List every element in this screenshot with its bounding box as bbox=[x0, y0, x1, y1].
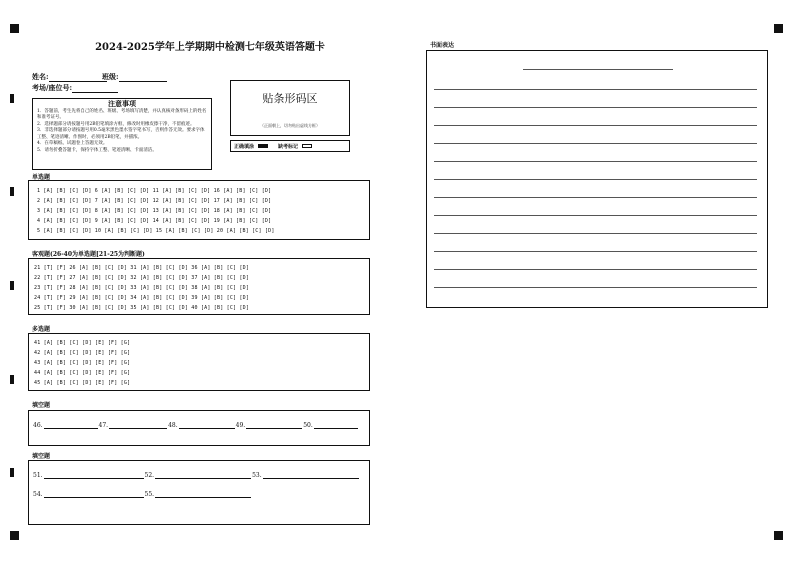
blank-number: 54. bbox=[33, 491, 43, 498]
blank-number: 50. bbox=[303, 422, 313, 429]
corner-mark-tl bbox=[10, 24, 19, 33]
notice-box bbox=[32, 98, 212, 170]
writing-line[interactable] bbox=[434, 251, 757, 252]
blank-number: 46. bbox=[33, 422, 43, 429]
writing-line[interactable] bbox=[434, 125, 757, 126]
filled-box-icon bbox=[258, 144, 268, 148]
answer-row[interactable]: 44 [A] [B] [C] [D] [E] [F] [G] bbox=[34, 370, 131, 376]
seat-field[interactable] bbox=[32, 83, 118, 93]
absent-mark-checkbox[interactable] bbox=[302, 144, 312, 148]
writing-line[interactable] bbox=[434, 143, 757, 144]
fill-sample bbox=[230, 140, 350, 152]
corner-mark-br bbox=[774, 531, 783, 540]
writing-box[interactable] bbox=[426, 50, 768, 308]
section5-label: 填空题 bbox=[32, 453, 51, 460]
name-field[interactable] bbox=[32, 72, 107, 82]
side-mark bbox=[10, 281, 14, 290]
page-title: 2024-2025学年上学期期中检测七年级英语答题卡 bbox=[95, 42, 325, 53]
correct-fill-label: 正确填涂 bbox=[234, 143, 255, 150]
blank-number: 48. bbox=[168, 422, 178, 429]
section1-label: 单选题 bbox=[32, 174, 51, 181]
answer-row[interactable]: 2 [A] [B] [C] [D] 7 [A] [B] [C] [D] 12 [A] [B] [C] [D] 17 [A] [B] [C] [D] bbox=[37, 198, 272, 204]
answer-row[interactable]: 4 [A] [B] [C] [D] 9 [A] [B] [C] [D] 14 [A] [B] [C] [D] 19 [A] [B] [C] [D] bbox=[37, 218, 272, 224]
blank-number: 49. bbox=[235, 422, 246, 429]
section2-box bbox=[28, 258, 370, 315]
corner-mark-bl bbox=[10, 531, 19, 540]
section5-box bbox=[28, 460, 370, 525]
barcode-hint: （正面朝上，切勿贴出虚线方框） bbox=[260, 123, 320, 128]
answer-row[interactable]: 22 [T] [F] 27 [A] [B] [C] [D] 32 [A] [B] [C] [D] 37 [A] [B] [C] [D] bbox=[34, 275, 250, 281]
blank-input[interactable] bbox=[44, 472, 144, 479]
class-field[interactable] bbox=[102, 72, 167, 82]
blank-input[interactable] bbox=[44, 491, 144, 498]
notice-item: 4．在草稿纸、试题卷上答题无效。 bbox=[37, 141, 108, 146]
answer-row[interactable]: 25 [T] [F] 30 [A] [B] [C] [D] 35 [A] [B] [C] [D] 40 [A] [B] [C] [D] bbox=[34, 305, 250, 311]
writing-line[interactable] bbox=[434, 89, 757, 90]
blank-input[interactable] bbox=[179, 422, 235, 429]
side-mark bbox=[10, 94, 14, 103]
blank-number: 51. bbox=[33, 472, 43, 479]
section1-box bbox=[28, 180, 370, 240]
blank-input[interactable] bbox=[314, 422, 358, 429]
answer-row[interactable]: 45 [A] [B] [C] [D] [E] [F] [G] bbox=[34, 380, 131, 386]
section4-label: 填空题 bbox=[32, 402, 51, 409]
answer-row[interactable]: 41 [A] [B] [C] [D] [E] [F] [G] bbox=[34, 340, 131, 346]
blank-input[interactable] bbox=[44, 422, 98, 429]
answer-row[interactable]: 24 [T] [F] 29 [A] [B] [C] [D] 34 [A] [B] [C] [D] 39 [A] [B] [C] [D] bbox=[34, 295, 250, 301]
notice-item: 1．答题前，考生先将自己的姓名、班级、考场填写清楚，并认真核对条形码上的姓名和准考证号。 bbox=[37, 108, 207, 120]
writing-line[interactable] bbox=[434, 287, 757, 288]
section3-box bbox=[28, 333, 370, 391]
notice-item: 5．请勿折叠答题卡，保持字体工整、笔迹清晰、卡面清洁。 bbox=[37, 147, 157, 153]
side-mark bbox=[10, 468, 14, 477]
writing-label: 书面表达 bbox=[430, 42, 455, 49]
section2-label: 客观题(26-40为单选题[21-25为判断题) bbox=[32, 251, 145, 258]
answer-row[interactable]: 1 [A] [B] [C] [D] 6 [A] [B] [C] [D] 11 [A] [B] [C] [D] 16 [A] [B] [C] [D] bbox=[37, 188, 272, 194]
writing-line[interactable] bbox=[434, 233, 757, 234]
blank-input[interactable] bbox=[155, 491, 251, 498]
writing-line[interactable] bbox=[434, 215, 757, 216]
barcode-title: 贴条形码区 bbox=[262, 92, 318, 105]
notice-item: 2．选择题部分请按题号用2B铅笔填涂方框，修改时用橡皮擦干净，不留痕迹。 bbox=[37, 121, 195, 127]
answer-row[interactable]: 5 [A] [B] [C] [D] 10 [A] [B] [C] [D] 15 [A] [B] [C] [D] 20 [A] [B] [C] [D] bbox=[37, 228, 275, 234]
answer-row[interactable]: 3 [A] [B] [C] [D] 8 [A] [B] [C] [D] 13 [A] [B] [C] [D] 18 [A] [B] [C] [D] bbox=[37, 208, 272, 214]
section4-box bbox=[28, 410, 370, 446]
side-mark bbox=[10, 187, 14, 196]
answer-row[interactable]: 42 [A] [B] [C] [D] [E] [F] [G] bbox=[34, 350, 131, 356]
blank-input[interactable] bbox=[263, 472, 359, 479]
seat-label: 考场/座位号: bbox=[32, 83, 73, 92]
name-label: 姓名: bbox=[32, 72, 49, 81]
writing-line[interactable] bbox=[434, 197, 757, 198]
writing-line[interactable] bbox=[434, 179, 757, 180]
answer-row[interactable]: 23 [T] [F] 28 [A] [B] [C] [D] 33 [A] [B] [C] [D] 38 [A] [B] [C] [D] bbox=[34, 285, 250, 291]
writing-title-line[interactable] bbox=[523, 69, 673, 70]
notice-title: 注意事项 bbox=[108, 99, 136, 108]
blank-number: 52. bbox=[144, 472, 155, 479]
answer-row[interactable]: 21 [T] [F] 26 [A] [B] [C] [D] 31 [A] [B] [C] [D] 36 [A] [B] [C] [D] bbox=[34, 265, 250, 271]
class-label: 班级: bbox=[102, 72, 119, 81]
absent-mark-label: 缺考标记 bbox=[278, 143, 299, 150]
writing-line[interactable] bbox=[434, 269, 757, 270]
writing-line[interactable] bbox=[434, 107, 757, 108]
blank-input[interactable] bbox=[109, 422, 167, 429]
blank-number: 53. bbox=[252, 472, 262, 479]
blank-number: 55. bbox=[144, 491, 155, 498]
side-mark bbox=[10, 375, 14, 384]
section3-label: 多选题 bbox=[32, 326, 51, 333]
blank-input[interactable] bbox=[155, 472, 251, 479]
notice-item: 3．非选择题部分请按题号用0.5毫米黑色墨水签字笔书写，否则作答无效。要求字体工整、笔迹清晰。作图时，必须用2B铅笔，并描浓。 bbox=[37, 128, 205, 140]
barcode-area bbox=[230, 80, 350, 136]
blank-number: 47. bbox=[98, 422, 109, 429]
blank-input[interactable] bbox=[246, 422, 302, 429]
corner-mark-tr bbox=[774, 24, 783, 33]
answer-row[interactable]: 43 [A] [B] [C] [D] [E] [F] [G] bbox=[34, 360, 131, 366]
writing-line[interactable] bbox=[434, 161, 757, 162]
